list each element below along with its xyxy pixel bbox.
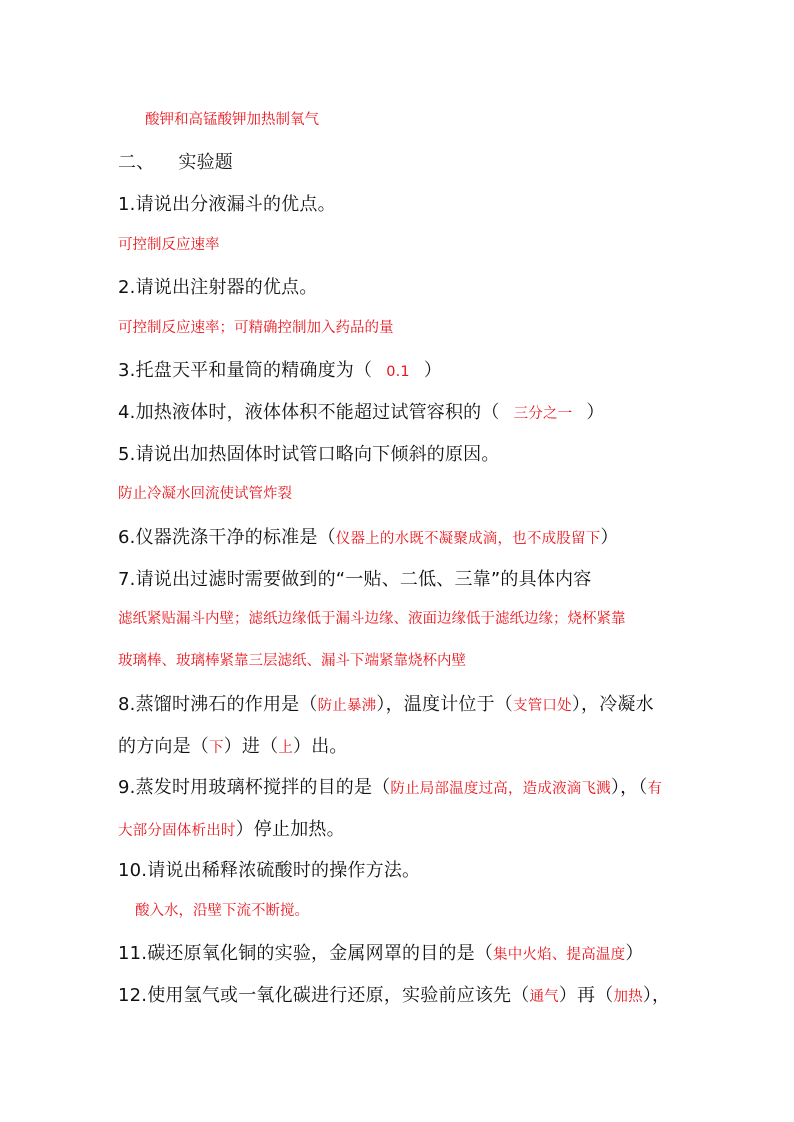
question-3: 3.托盘天平和量筒的精确度为（ 0.1 ） bbox=[118, 360, 443, 381]
answer-7-line-1: 滤纸紧贴漏斗内壁；滤纸边缘低于漏斗边缘、液面边缘低于滤纸边缘；烧杯紧靠 bbox=[118, 611, 626, 627]
answer-4: 三分之一 bbox=[513, 406, 573, 422]
answer-6: 仪器上的水既不凝聚成滴，也不成股留下 bbox=[335, 531, 601, 547]
question-7: 7.请说出过滤时需要做到的“一贴、二低、三靠”的具体内容 bbox=[118, 569, 592, 590]
question-12: 12.使用氢气或一氧化碳进行还原，实验前应该先（通气）再（加热）， bbox=[118, 985, 671, 1006]
answer-9-2b: 大部分固体析出时 bbox=[118, 823, 236, 839]
question-8-line-2: 的方向是（下）进（上）出。 bbox=[118, 736, 348, 757]
answer-9-2a: 有 bbox=[647, 781, 663, 797]
answer-12-1: 通气 bbox=[529, 989, 559, 1005]
answer-5: 防止冷凝水回流使试管炸裂 bbox=[118, 486, 292, 502]
section-heading: 二、 实验题 bbox=[118, 152, 234, 173]
answer-9-1: 防止局部温度过高，造成液滴飞溅 bbox=[390, 781, 611, 797]
answer-8-2: 支管口处 bbox=[513, 698, 572, 714]
question-8-line-1: 8.蒸馏时沸石的作用是（防止暴沸），温度计位于（支管口处），冷凝水 bbox=[118, 694, 654, 715]
question-9-line-1: 9.蒸发时用玻璃杯搅拌的目的是（防止局部温度过高，造成液滴飞溅），（有 bbox=[118, 777, 663, 798]
answer-10: 酸入水，沿壁下流不断搅。 bbox=[135, 903, 309, 919]
answer-3: 0.1 bbox=[386, 364, 410, 380]
question-5: 5.请说出加热固体时试管口略向下倾斜的原因。 bbox=[118, 444, 500, 465]
answer-12-2: 加热 bbox=[613, 989, 643, 1005]
answer-8-1: 防止暴沸 bbox=[317, 698, 377, 714]
answer-7-line-2: 玻璃棒、玻璃棒紧靠三层滤纸、漏斗下端紧靠烧杯内壁 bbox=[118, 653, 466, 669]
answer-8-3: 下 bbox=[209, 740, 224, 756]
question-9-line-2: 大部分固体析出时）停止加热。 bbox=[118, 819, 345, 840]
answer-2: 可控制反应速率；可精确控制加入药品的量 bbox=[118, 320, 394, 336]
question-11: 11.碳还原氧化铜的实验，金属网罩的目的是（集中火焰、提高温度） bbox=[118, 943, 644, 964]
question-6: 6.仪器洗涤干净的标准是（仪器上的水既不凝聚成滴，也不成股留下） bbox=[118, 527, 619, 548]
question-2: 2.请说出注射器的优点。 bbox=[118, 277, 318, 298]
answer-1: 可控制反应速率 bbox=[118, 237, 220, 253]
answer-11: 集中火焰、提高温度 bbox=[493, 947, 626, 963]
question-10: 10.请说出稀释浓硫酸时的操作方法。 bbox=[118, 860, 421, 881]
question-1: 1.请说出分液漏斗的优点。 bbox=[118, 194, 336, 215]
answer-8-4: 上 bbox=[278, 740, 294, 756]
answer-line-continuation: 酸钾和高锰酸钾加热制氧气 bbox=[145, 112, 319, 128]
question-4: 4.加热液体时，液体体积不能超过试管容积的（ 三分之一 ） bbox=[118, 402, 605, 423]
